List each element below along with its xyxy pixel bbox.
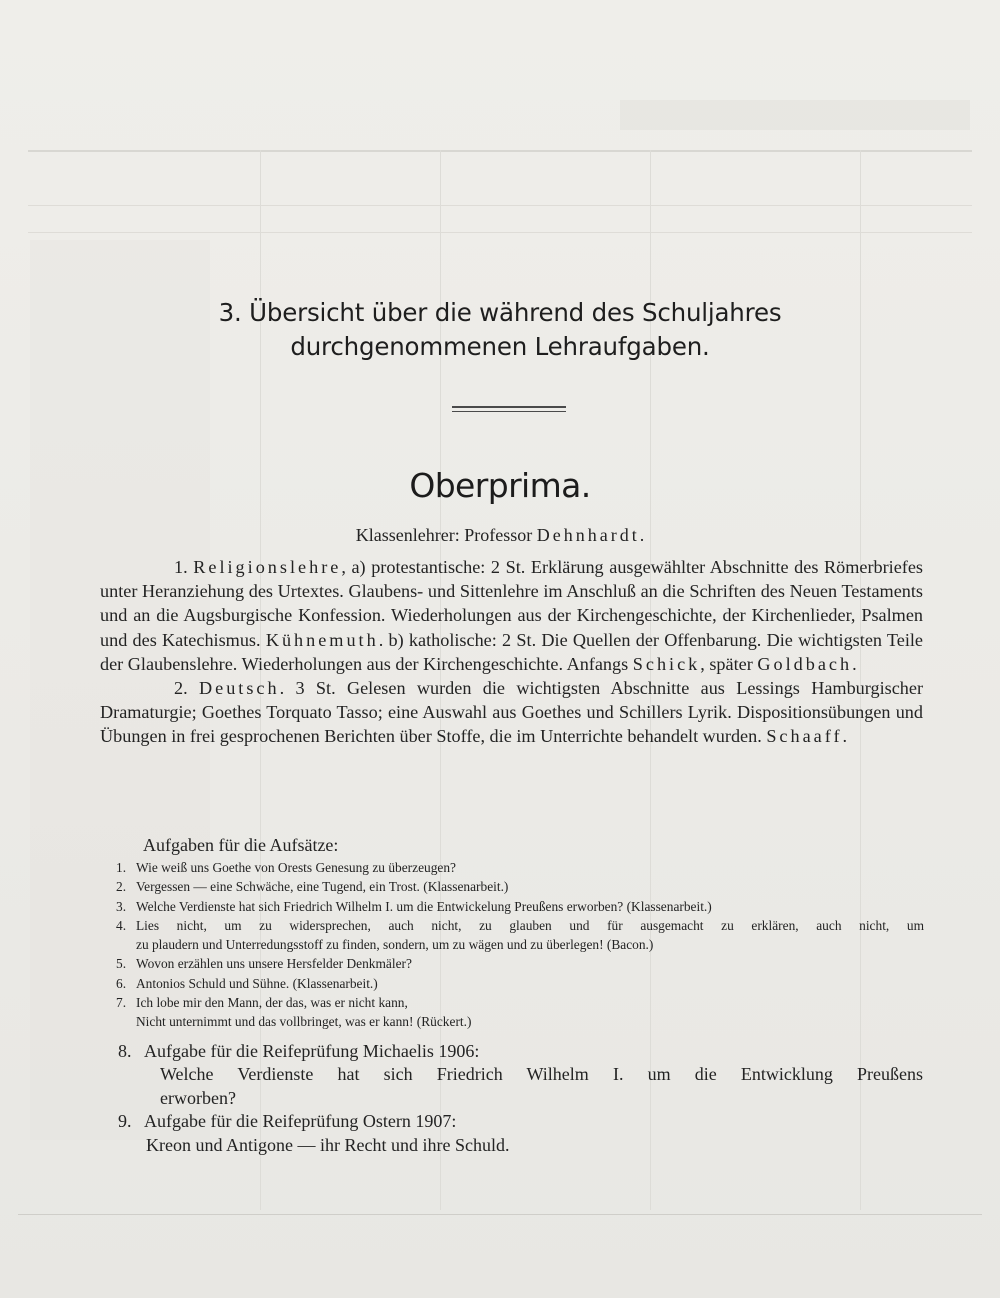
religion-text-b: . b) katholische: 2 St. Die Quellen der Offenbarung. Die wichtigsten Teile der Glaubenslehre. Wiederholungen aus der Kirchengeschichte. Anfangs <box>100 629 924 674</box>
exam-topic-line: Welche Verdienste hat sich Friedrich Wilhelm I. um die Entwicklung Preußens <box>160 1064 923 1085</box>
exam-title: Aufgabe für die Reifeprüfung Michaelis 1906: <box>144 1041 480 1061</box>
bleed-through-rule <box>28 205 972 206</box>
exam-topics <box>118 1040 923 1157</box>
list-item <box>116 954 924 973</box>
religion-paragraph <box>100 555 923 676</box>
list-item-number: 7. <box>116 995 127 1011</box>
deutsch-text-end: . <box>842 726 848 747</box>
exam-number: 9. <box>118 1111 132 1132</box>
exam-number: 8. <box>118 1041 132 1061</box>
page-heading-line-1: 3. Übersicht über die während des Schuljahres <box>218 298 782 327</box>
class-teacher-name: Dehnhardt <box>536 525 640 545</box>
list-item <box>116 993 924 1012</box>
religion-teacher-b2: Goldbach <box>757 653 853 674</box>
list-item <box>116 897 924 916</box>
list-item-continuation <box>116 935 924 954</box>
page-heading-line-2: durchgenommenen Lehraufgaben. <box>290 332 710 361</box>
list-item-text: Wovon erzählen uns unsere Hersfelder Denkmäler? <box>136 956 412 972</box>
bottom-rule <box>18 1214 982 1215</box>
bleed-through-rule <box>28 232 972 233</box>
religion-subject-name: Religionslehre <box>193 557 342 577</box>
deutsch-text: . 3 St. Gelesen wurden die wichtigsten Abschnitte aus Lessings Hamburgischer Dramaturgie; Goethes Torquato Tasso; eine Auswahl aus Goethes und Schillers Lyrik. Dispositionsübungen und Übungen in frei gesprochenen Berichten über Stoffe, die im Unterrichte behandelt wurden. <box>100 678 924 747</box>
list-item-text: Ich lobe mir den Mann, der das, was er nicht kann, <box>136 995 408 1011</box>
list-item <box>116 858 924 877</box>
list-item <box>116 916 924 935</box>
class-teacher-line <box>0 524 1000 546</box>
essay-topics-list <box>116 858 924 1032</box>
list-item-number: 1. <box>116 860 127 875</box>
class-teacher-end: . <box>639 525 645 545</box>
religion-text-a: , a) protestantische: 2 St. Erklärung ausgewählter Abschnitte des Römerbriefes unter Heranziehung des Urtextes. Glaubens- und Sittenlehre im Anschluß an die Schriften des Neuen Testaments und an die Augsburgische Konfession. Wiederholungen aus der Kirchengeschichte, der Kirchenlieder, Psalmen und des Katechismus. <box>100 557 924 650</box>
list-item-number: 6. <box>116 975 127 991</box>
bleed-through-heading <box>620 100 970 130</box>
exam-topic-line: erworben? <box>160 1087 236 1108</box>
list-item-text: Nicht unternimmt und das vollbringet, was er kann! (Rückert.) <box>136 1014 472 1030</box>
religion-teacher-b1: Schick <box>632 653 701 674</box>
page-heading <box>0 296 1000 364</box>
religion-text-c: , später <box>700 653 758 674</box>
list-item-text: Wie weiß uns Goethe von Orests Genesung zu überzeugen? <box>136 860 456 875</box>
essays-heading: Aufgaben für die Aufsätze: <box>143 835 339 855</box>
exam-topic-line: Kreon und Antigone — ihr Recht und ihre Schuld. <box>146 1134 510 1155</box>
class-teacher-label: Klassenlehrer: Professor <box>355 525 537 545</box>
deutsch-number: 2. <box>174 678 199 699</box>
religion-teacher-a: Kühnemuth <box>265 629 379 650</box>
section-title: Oberprima. <box>409 466 591 505</box>
religion-text-end: . <box>852 653 857 674</box>
list-item-number: 2. <box>116 879 127 895</box>
heading-divider <box>452 406 566 415</box>
exam-item <box>118 1040 923 1063</box>
list-item-number: 5. <box>116 956 127 972</box>
list-item-text: Vergessen — eine Schwäche, eine Tugend, ein Trost. (Klassenarbeit.) <box>136 879 509 895</box>
list-item-text: Lies nicht, um zu widersprechen, auch nicht, zu glauben und für ausgemacht zu erklären, auch nicht, um <box>136 917 924 933</box>
subject-paragraphs <box>100 555 923 749</box>
religion-number: 1. <box>174 557 194 577</box>
list-item <box>116 877 924 896</box>
deutsch-teacher: Schaaff <box>766 726 843 747</box>
list-item-number: 4. <box>116 917 127 933</box>
deutsch-paragraph <box>100 676 923 749</box>
list-item-continuation <box>116 1012 924 1031</box>
deutsch-subject-name: Deutsch <box>198 678 280 699</box>
list-item-text: Antonios Schuld und Sühne. (Klassenarbeit.) <box>136 975 378 991</box>
list-item-number: 3. <box>116 898 127 914</box>
exam-title: Aufgabe für die Reifeprüfung Ostern 1907: <box>144 1111 457 1132</box>
exam-item <box>118 1110 923 1133</box>
bleed-through-rule <box>28 150 972 152</box>
list-item <box>116 974 924 993</box>
list-item-text: zu plaudern und Unterredungsstoff zu finden, sondern, um zu wägen und zu überlegen! (Bacon.) <box>136 937 654 953</box>
list-item-text: Welche Verdienste hat sich Friedrich Wilhelm I. um die Entwickelung Preußens erworben? (Klassenarbeit.) <box>136 898 712 914</box>
